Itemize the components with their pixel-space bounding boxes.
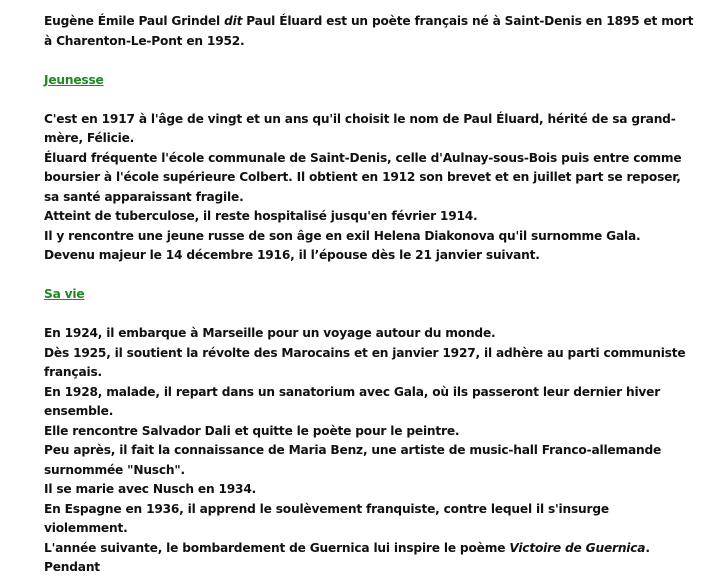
paragraph-line: En Espagne en 1936, il apprend le soulèvement franquiste, contre lequel il s'insurge violemment. — [44, 501, 609, 535]
poem-title: Victoire de Guernica — [509, 540, 646, 555]
paragraph-line: Elle rencontre Salvador Dali et quitte le poète pour le peintre. — [44, 423, 460, 438]
paragraph-line: Atteint de tuberculose, il reste hospitalisé jusqu'en février 1914. — [44, 209, 478, 223]
paragraph-line: En 1928, malade, il repart dans un sanatorium avec Gala, où ils passeront leur dernier hiver ensemble. — [44, 384, 661, 418]
intro-name: Eugène Émile Paul Grindel — [44, 14, 225, 28]
last-line-after: . Pendant — [44, 540, 650, 574]
document-page — [44, 12, 694, 578]
paragraph-line: En 1924, il embarque à Marseille pour un voyage autour du monde. — [44, 326, 496, 340]
paragraph-line-last — [44, 539, 694, 578]
paragraph-line: Éluard fréquente l'école communale de Saint-Denis, celle d'Aulnay-sous-Bois puis entre comme boursier à l'école supérieure Colbert. Il obtient en 1912 son brevet et en juillet part se reposer, sa santé apparaissant fragile. — [44, 150, 682, 204]
last-line-before: L'année suivante, le bombardement de Guernica lui inspire le poème — [44, 540, 510, 555]
paragraph-line: Il y rencontre une jeune russe de son âge en exil Helena Diakonova qu'il surnomme Gala. — [44, 228, 641, 243]
intro-rest: Paul Éluard est un poète français né à Saint-Denis en 1895 et mort à Charenton-Le-Pont en 1952. — [44, 14, 694, 48]
section-title-sa-vie[interactable]: Sa vie — [44, 287, 85, 301]
paragraph-line: Il se marie avec Nusch en 1934. — [44, 482, 257, 496]
paragraph-line: Devenu majeur le 14 décembre 1916, il l’épouse dès le 21 janvier suivant. — [44, 248, 540, 262]
intro-dit: dit — [224, 14, 243, 28]
section-title-jeunesse[interactable]: Jeunesse — [44, 72, 104, 87]
intro-paragraph — [44, 12, 694, 51]
paragraph-line: Peu après, il fait la connaissance de Maria Benz, une artiste de music-hall Franco-allemande surnommée "Nusch". — [44, 443, 662, 477]
paragraph-line: Dès 1925, il soutient la révolte des Marocains et en janvier 1927, il adhère au parti communiste français. — [44, 345, 686, 379]
paragraph-line: C'est en 1917 à l'âge de vingt et un ans qu'il choisit le nom de Paul Éluard, hérité de sa grand-mère, Félicie. — [44, 111, 676, 145]
